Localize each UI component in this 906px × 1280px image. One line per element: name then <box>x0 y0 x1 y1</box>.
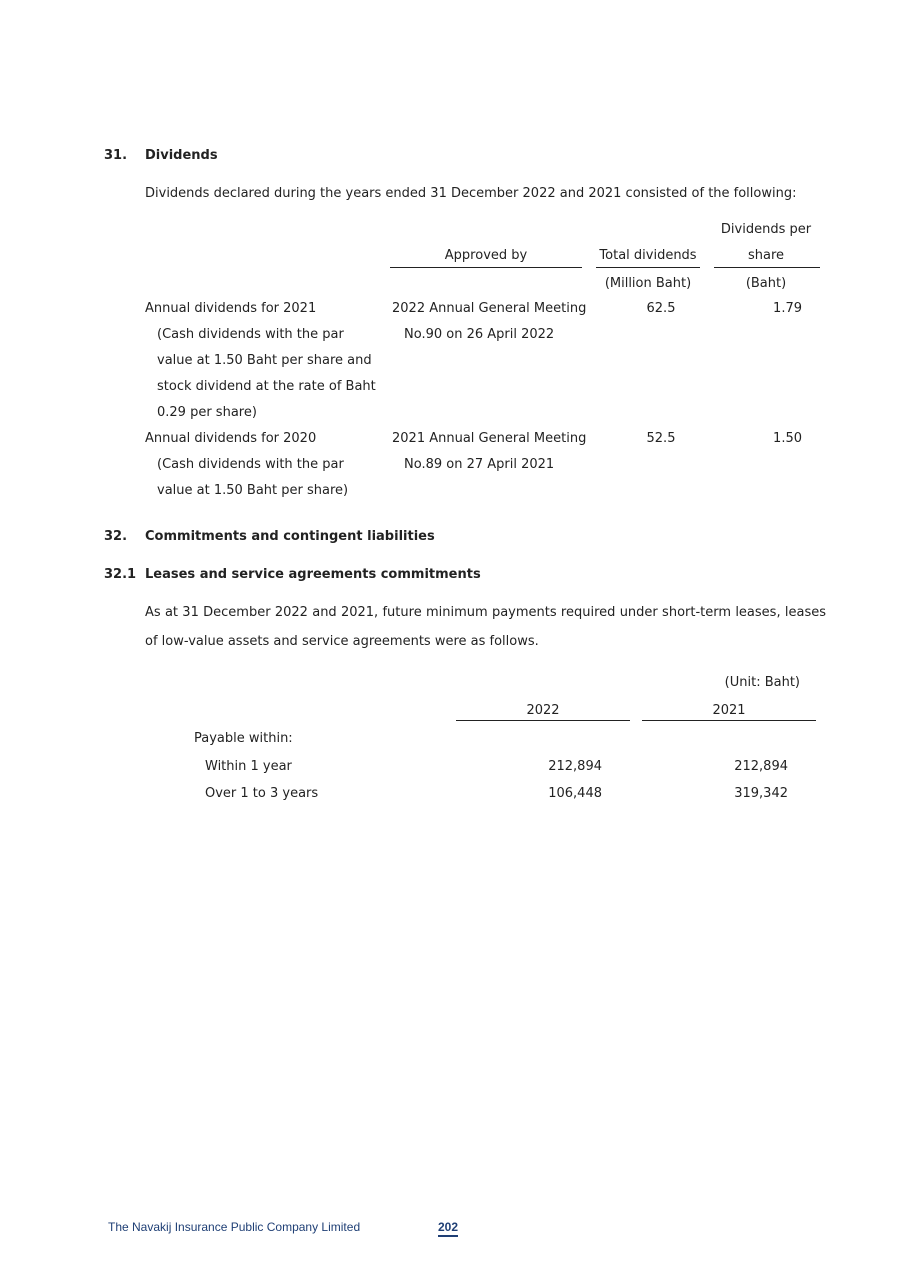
header-rule-per-share <box>714 267 820 268</box>
row1-approved-line2: No.90 on 26 April 2022 <box>404 327 555 342</box>
section-32-1-title: Leases and service agreements commitments <box>145 567 481 582</box>
row2-total: 52.5 <box>646 431 676 446</box>
row2-per-share: 1.50 <box>773 431 802 446</box>
section-32-title: Commitments and contingent liabilities <box>145 529 435 544</box>
commit-row2-2021: 319,342 <box>734 786 788 801</box>
section-31-title: Dividends <box>145 148 218 163</box>
section-32-number: 32. <box>104 529 128 544</box>
row1-desc-line5: 0.29 per share) <box>157 405 257 420</box>
commit-row2-label: Over 1 to 3 years <box>205 786 319 801</box>
unit-label: (Unit: Baht) <box>724 675 800 690</box>
row2-approved-line1: 2021 Annual General Meeting <box>392 431 587 446</box>
header-total-dividends: Total dividends <box>599 248 697 263</box>
col-header-2022: 2022 <box>526 703 560 718</box>
header-per-share-line2: share <box>747 248 785 263</box>
col-rule-2021 <box>642 720 816 721</box>
header-rule-total <box>596 267 700 268</box>
row1-desc-line4: stock dividend at the rate of Baht <box>157 379 376 394</box>
header-rule-approved <box>390 267 582 268</box>
row1-approved-line1: 2022 Annual General Meeting <box>392 301 587 316</box>
row1-desc-line3: value at 1.50 Baht per share and <box>157 353 372 368</box>
row2-desc-line3: value at 1.50 Baht per share) <box>157 483 349 498</box>
col-header-2021: 2021 <box>712 703 746 718</box>
row1-total: 62.5 <box>646 301 676 316</box>
commit-row1-2021: 212,894 <box>734 759 788 774</box>
col-rule-2022 <box>456 720 630 721</box>
commit-row2-2022: 106,448 <box>548 786 602 801</box>
header-per-share-unit: (Baht) <box>745 276 787 291</box>
group-label-payable-within: Payable within: <box>194 731 293 746</box>
section-32-1-paragraph-line1: As at 31 December 2022 and 2021, future minimum payments required under short-term leases, leases <box>145 605 826 620</box>
row1-desc-line1: Annual dividends for 2021 <box>145 301 317 316</box>
section-31-intro: Dividends declared during the years ended 31 December 2022 and 2021 consisted of the following: <box>145 186 797 201</box>
commit-row1-label: Within 1 year <box>205 759 292 774</box>
section-31-number: 31. <box>104 148 128 163</box>
section-32-1-paragraph-line2: of low-value assets and service agreements were as follows. <box>145 634 539 649</box>
row1-desc-line2: (Cash dividends with the par <box>157 327 344 342</box>
header-approved-by: Approved by <box>444 248 528 263</box>
row1-per-share: 1.79 <box>773 301 802 316</box>
commit-row1-2022: 212,894 <box>548 759 602 774</box>
row2-approved-line2: No.89 on 27 April 2021 <box>404 457 555 472</box>
section-32-1-number: 32.1 <box>104 567 137 582</box>
row2-desc-line1: Annual dividends for 2020 <box>145 431 317 446</box>
row2-desc-line2: (Cash dividends with the par <box>157 457 344 472</box>
header-per-share-line1: Dividends per <box>720 222 812 237</box>
header-total-unit: (Million Baht) <box>604 276 692 291</box>
footer-page-number: 202 <box>438 1220 458 1237</box>
footer-company-name: The Navakij Insurance Public Company Limited <box>108 1220 361 1234</box>
